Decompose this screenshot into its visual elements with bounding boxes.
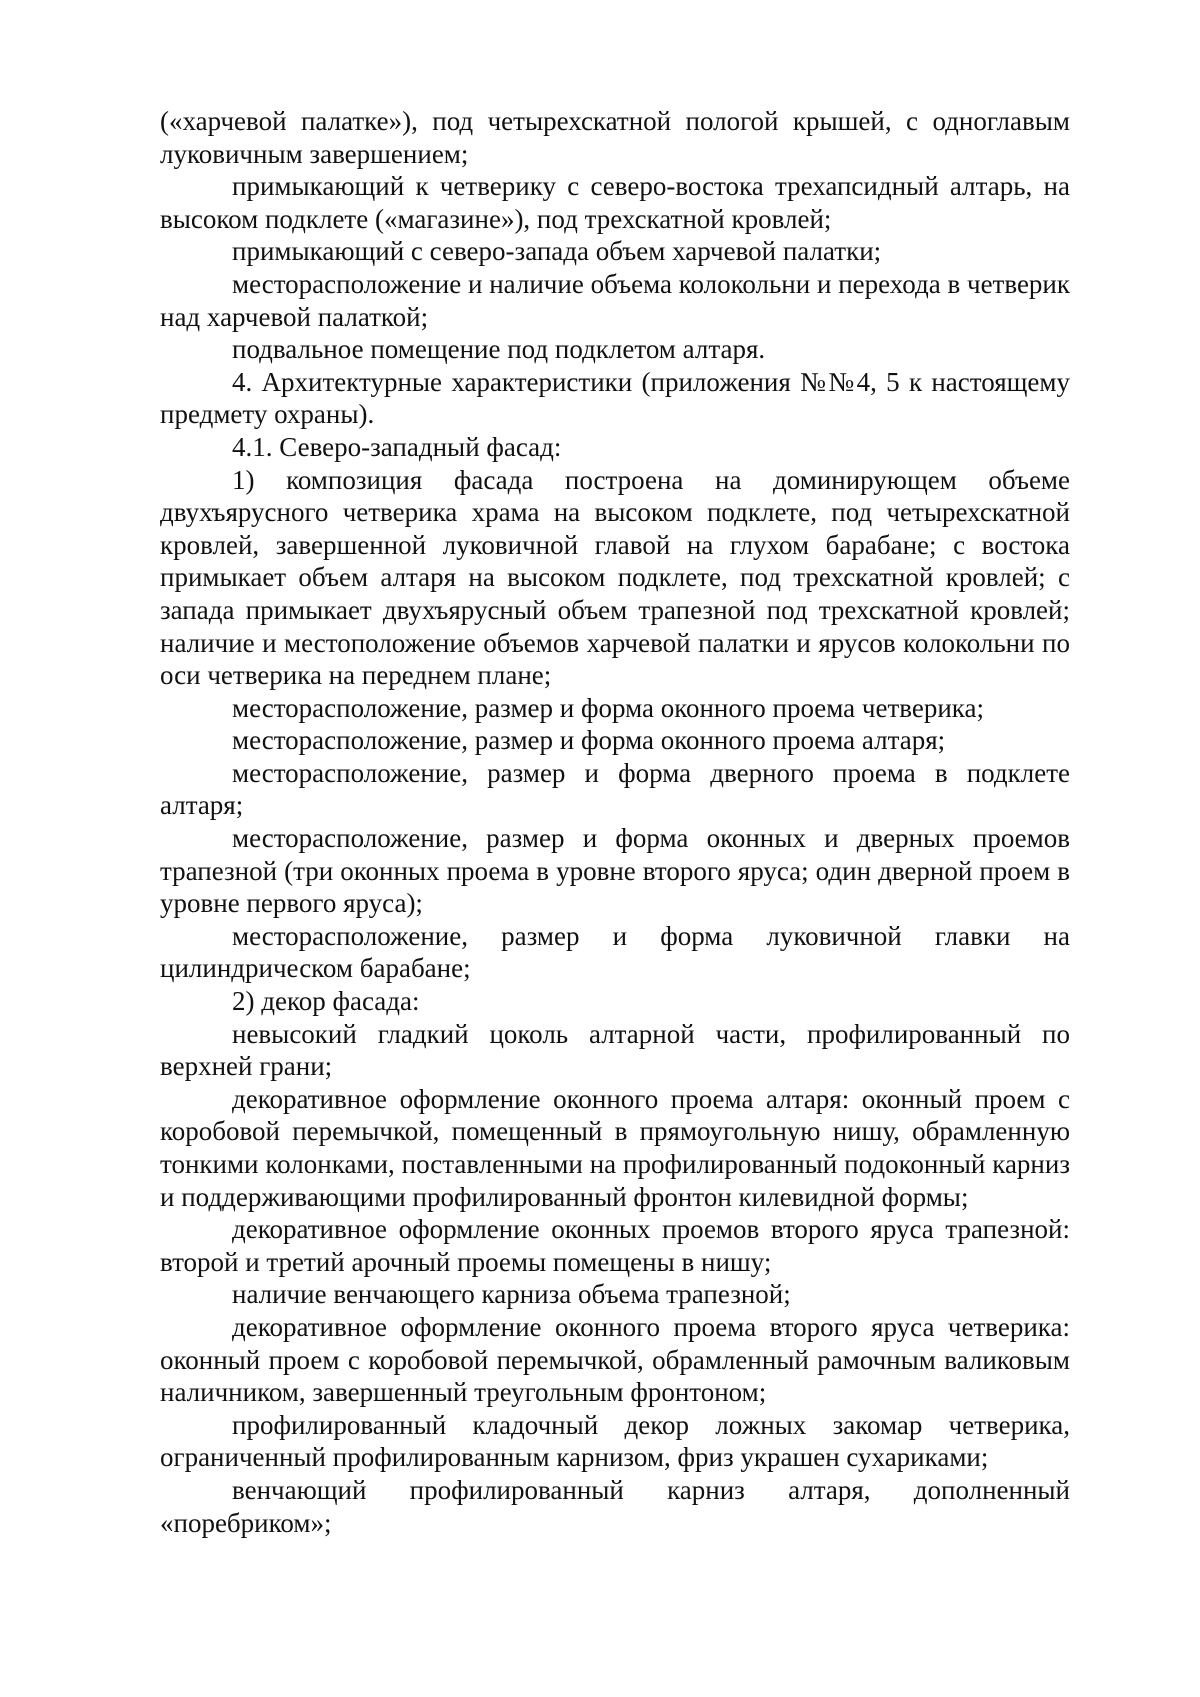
paragraph-openings-trapeznaya: месторасположение, размер и форма оконных и дверных проемов трапезной (три оконных проема в уровне второго яруса; один дверной проем в уровне первого яруса); xyxy=(160,823,1070,919)
paragraph-onion-dome: месторасположение, размер и форма луковичной главки на цилиндрическом барабане; xyxy=(160,920,1070,984)
paragraph-cornice-trapeznaya: наличие венчающего карниза объема трапезной; xyxy=(232,1279,791,1310)
paragraph-trapeznaya-window-decor: декоративное оформление оконных проемов второго яруса трапезной: второй и третий арочный проемы помещены в нишу; xyxy=(160,1214,1070,1277)
paragraph-continuation: («харчевой палатке»), под четырехскатной пологой крышей, с одноглавым луковичным завершением; xyxy=(160,106,1070,169)
paragraph-section-4: 4. Архитектурные характеристики (приложения №№4, 5 к настоящему предмету охраны). xyxy=(160,366,1070,430)
paragraph-altar-window-decor: декоративное оформление оконного проема алтаря: оконный проем с коробовой перемычкой, помещенный в прямоугольную нишу, обрамленную тонкими колонками, поставленными на профилированный подоконный карниз и поддерживающими профилированный фронтон килевидной формы; xyxy=(160,1083,1070,1212)
paragraph-basement: подвальное помещение под подклетом алтаря. xyxy=(232,334,766,365)
paragraph-plinth: невысокий гладкий цоколь алтарной части, профилированный по верхней грани; xyxy=(160,1018,1070,1082)
paragraph-bell-tower: месторасположение и наличие объема колокольни и перехода в четверик над харчевой палаткой; xyxy=(160,268,1070,332)
paragraph-composition: 1) композиция фасада построена на доминирующем объеме двухъярусного четверика храма на высоком подклете, под четырехскатной кровлей, завершенной луковичной главой на глухом барабане; с востока примыкает объем алтаря на высоком подклете, под трехскатной кровлей; с запада примыкает двухъярусный объем трапезной под трехскатной кровлей; наличие и местоположение объемов харчевой палатки и ярусов колокольни по оси четверика на переднем плане; xyxy=(160,464,1070,691)
paragraph-window-chetverik: месторасположение, размер и форма оконного проема четверика; xyxy=(232,692,984,723)
paragraph-facade-decor: 2) декор фасада: xyxy=(232,986,420,1017)
paragraph-door-podklet: месторасположение, размер и форма дверного проема в подклете алтаря; xyxy=(160,757,1070,821)
paragraph-section-4-1: 4.1. Северо-западный фасад: xyxy=(232,431,562,462)
paragraph-window-altar: месторасположение, размер и форма оконного проема алтаря; xyxy=(232,725,946,756)
paragraph-altar-cornice: венчающий профилированный карниз алтаря, дополненный «поребриком»; xyxy=(160,1474,1070,1538)
paragraph-altar: примыкающий к четверику с северо-востока трехапсидный алтарь, на высоком подклете («магазине»), под трехскатной кровлей; xyxy=(160,171,1070,234)
paragraph-kitchen-volume: примыкающий с северо-запада объем харчевой палатки; xyxy=(232,236,882,267)
paragraph-zakomary-decor: профилированный кладочный декор ложных закомар четверика, ограниченный профилированным карнизом, фриз украшен сухариками; xyxy=(160,1409,1070,1473)
document-page xyxy=(160,105,1070,1539)
paragraph-chetverik-window-decor: декоративное оформление оконного проема второго яруса четверика: оконный проем с коробовой перемычкой, обрамленный рамочным валиковым наличником, завершенный треугольным фронтоном; xyxy=(160,1311,1070,1408)
